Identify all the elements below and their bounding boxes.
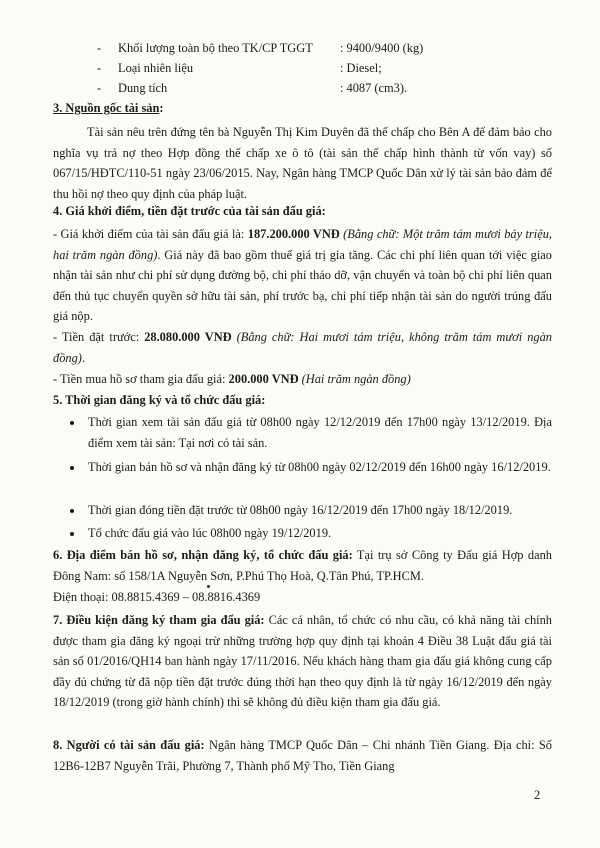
spec-value: : Diesel; — [340, 61, 382, 75]
starting-price-words: (Bằng chữ: Một trăm tám mươi bảy triệu, hai trăm ngàn đồng) — [53, 227, 552, 262]
starting-price-notes: . Giá này đã bao gồm thuế giá trị gia tăng. Các chi phí liên quan tới việc giao nhận tài sản như chi phí sử dụng đường bộ, chi phí tháo dỡ, vận chuyển và toàn bộ chi phí liên quan đến thủ tục chuyển quyền sở hữu tài sản, phí trước bạ, chi phí tiếp nhận tài sản do người trúng đấu giá nộp. — [53, 247, 552, 324]
deposit-paragraph — [53, 327, 552, 368]
section-8-body: Ngân hàng TMCP Quốc Dân – Chi nhánh Tiền Giang. Địa chỉ: Số 12B6-12B7 Nguyễn Trãi, Phường 7, Thành phố Mỹ Tho, Tiền Giang — [53, 738, 552, 773]
section-6-paragraph — [53, 545, 552, 586]
spec-label: Khối lượng toàn bộ theo TK/CP TGGT — [118, 41, 313, 55]
section-8-heading: 8. Người có tài sản đấu giá: — [53, 738, 205, 752]
bullet-icon — [70, 509, 74, 513]
section-3-heading — [53, 100, 164, 117]
starting-price-label: - Giá khởi điểm của tài sản đấu giá là: — [53, 227, 248, 241]
spec-value: : 9400/9400 (kg) — [340, 41, 424, 55]
section-7-heading: 7. Điều kiện đăng ký tham gia đấu giá: — [53, 613, 265, 627]
page-number: 2 — [534, 788, 541, 802]
deposit-label: - Tiền đặt trước: — [53, 330, 145, 344]
spec-value: : 4087 (cm3). — [340, 81, 408, 95]
bullet-icon — [70, 532, 74, 536]
section-3-colon: : — [159, 101, 164, 115]
spec-label: Dung tích — [118, 81, 168, 95]
section-4-heading: 4. Giá khởi điểm, tiền đặt trước của tài sản đấu giá: — [53, 204, 326, 218]
section-5-heading: 5. Thời gian đăng ký và tổ chức đấu giá: — [53, 393, 266, 407]
deposit-end: . — [81, 350, 86, 365]
section-7-paragraph — [53, 610, 552, 713]
scan-speck — [207, 585, 210, 588]
spec-dash: - — [97, 41, 102, 55]
starting-price-paragraph — [53, 224, 552, 327]
deposit-amount: 28.080.000 VNĐ — [144, 330, 232, 344]
dossier-fee-amount: 200.000 VNĐ — [228, 372, 299, 386]
phone-line: Điện thoại: 08.8815.4369 – 08.8816.4369 — [53, 590, 261, 604]
spec-dash: - — [97, 61, 102, 75]
section-6-body: Tại trụ sở Công ty Đấu giá Hợp danh Đông Nam: số 158/1A Nguyễn Sơn, P.Phú Thọ Hoà, Q.Tân Phú, TP.HCM. — [53, 548, 552, 583]
section-6-heading: 6. Địa điểm bán hồ sơ, nhận đăng ký, tổ chức đấu giá: — [53, 548, 353, 562]
bullet-icon — [70, 466, 74, 470]
dossier-fee-line — [53, 371, 411, 388]
schedule-item: Thời gian bán hồ sơ và nhận đăng ký từ 08h00 ngày 02/12/2019 đến 16h00 ngày 16/12/2019. — [88, 460, 551, 474]
dossier-fee-words: (Hai trăm ngàn đồng) — [301, 372, 411, 386]
schedule-item: Thời gian đóng tiền đặt trước từ 08h00 ngày 16/12/2019 đến 17h00 ngày 18/12/2019. — [88, 503, 513, 517]
schedule-item: Thời gian xem tài sản đấu giá từ 08h00 ngày 12/12/2019 đến 17h00 ngày 13/12/2019. Địa điểm xem tài sản: Tại nơi có tài sản. — [88, 415, 552, 450]
schedule-item: Tổ chức đấu giá vào lúc 08h00 ngày 19/12/2019. — [88, 526, 332, 540]
spec-label: Loại nhiên liệu — [118, 61, 194, 75]
deposit-words: (Bằng chữ: Hai mươi tám triệu, không trăm tám mươi ngàn đồng) — [53, 330, 552, 365]
section-3-body: Tài sản nêu trên đứng tên bà Nguyễn Thị Kim Duyên đã thế chấp cho Bên A để đảm bảo cho nghĩa vụ trả nợ theo Hợp đồng thế chấp xe ô tô (tài sản thế chấp hình thành từ vốn vay) số 067/15/HĐTC/110-51 ngày 23/06/2015. Nay, Ngân hàng TMCP Quốc Dân xử lý tài sản bảo đảm để thu hồi nợ theo quy định của pháp luật. — [53, 125, 552, 201]
spec-dash: - — [97, 81, 102, 95]
section-7-body: Các cá nhân, tổ chức có nhu cầu, có khả năng tài chính được tham gia đăng ký ngoại trừ những trường hợp quy định tại khoản 4 Điều 38 Luật đấu giá tài sản số 01/2016/QH14 ban hành ngày 17/11/2016. Nếu khách hàng tham gia đấu giá không cung cấp đầy đủ chứng từ đã nộp tiền đặt trước đúng thời hạn theo quy định là từ ngày 16/12/2019 đến ngày 18/12/2019 (trong giờ hành chính) thì sẽ không đủ điều kiện tham gia đấu giá. — [53, 613, 552, 710]
section-8-paragraph — [53, 735, 552, 776]
starting-price-amount: 187.200.000 VNĐ — [247, 227, 340, 241]
section-3-title: 3. Nguồn gốc tài sản — [53, 101, 160, 115]
bullet-icon — [70, 421, 74, 425]
dossier-fee-label: - Tiền mua hồ sơ tham gia đấu giá: — [53, 372, 229, 386]
